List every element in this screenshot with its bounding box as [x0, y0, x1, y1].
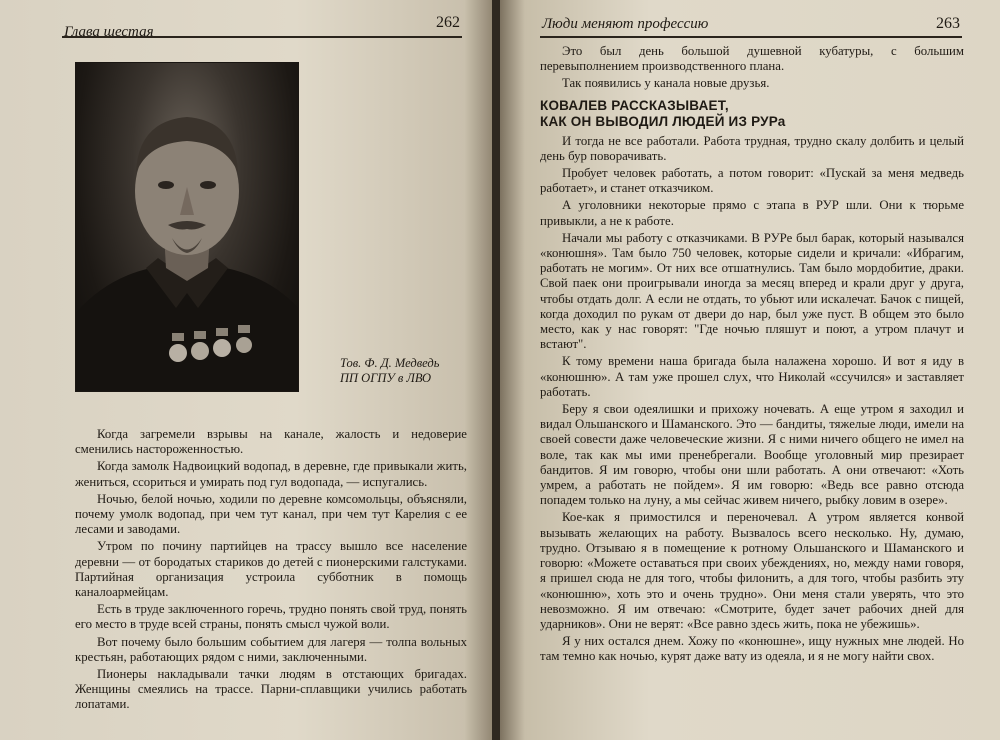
right-running-title: Люди меняют профессию — [542, 16, 709, 32]
left-paragraph: Утром по почину партийцев на трассу вышло все население деревни — от бородатых стариков до детей с пионерскими галстуками. Партийная организация устроила субботник в помощь каналоармейцам. — [75, 539, 467, 600]
right-paragraph: Это был день большой душевной кубатуры, с большим перевыполнением производственного плана. — [540, 44, 964, 74]
right-page-number: 263 — [936, 15, 960, 32]
section-heading-line2: КАК ОН ВЫВОДИЛ ЛЮДЕЙ ИЗ РУРа — [540, 113, 786, 129]
left-running-title: Глава шестая — [64, 24, 154, 40]
right-page — [500, 0, 1000, 740]
section-heading — [540, 98, 964, 130]
right-paragraph: Начали мы работу с отказчиками. В РУРе был барак, который назывался «конюшня». Там было 750 человек, которые сидели и кричали: «Ибрагим, работать не могим». От них все отшатнулись. Там было мордобитие, драки. Свой паек они проигрывали иногда за месяц вперед и крали друг у друга, чтобы отдать долг. А если не отдать, то убьют или искалечат. Бачок с пищей, когда доходил по рукам от двери до нар, был уже пуст. В общем это было место, как у нас говорят: "Где ночью пляшут и поют, а утром плачут и встают". — [540, 230, 964, 352]
right-paragraph: А уголовники некоторые прямо с этапа в РУР шли. Они к тюрьме привыкли, а не к работе. — [540, 198, 964, 228]
left-paragraph: Когда загремели взрывы на канале, жалость и недоверие сменились настороженностью. — [75, 427, 467, 457]
right-paragraph: Я у них остался днем. Хожу по «конюшне», ищу нужных мне людей. Но там темно как ночью, курят даже вату из одеяла, и я не могу найти свох. — [540, 634, 964, 664]
left-paragraph: Когда замолк Надвоицкий водопад, в деревне, где привыкали жить, жениться, ссориться и умирать под гул водопада, — испугались. — [75, 459, 467, 489]
photo-caption-line2: ПП ОГПУ в ЛВО — [340, 371, 431, 385]
right-paragraph: Беру я свои одеялишки и прихожу ночевать. А еще утром я заходил и видал Ольшанского и Шаманского. Это — бандиты, тяжелые люди, имели на своей совести даже человеческие жизни. Я с ними ничего общего не имел на воле, так как мы ими пренебрегали. Вообще уголовный мир презирает бандитов. Я им говорю, чтобы они шли работать. А они отвечают: «Хоть умрем, а работать не пойдем». Я им говорю: «Ведь все равно отсюда попадем только на луну, а мы сейчас живем ничего, рыбку ловим в озере». — [540, 402, 964, 508]
left-paragraph: Есть в труде заключенного горечь, трудно понять свой труд, понять его место в труде всей страны, понять смысл чужой воли. — [75, 602, 467, 632]
left-running-head — [62, 10, 462, 38]
left-page — [0, 0, 494, 740]
section-heading-line1: КОВАЛЕВ РАССКАЗЫВАЕТ, — [540, 97, 729, 113]
photo-caption — [340, 356, 470, 386]
right-paragraph: И тогда не все работали. Работа трудная, трудно скалу долбить и целый день бур поворачивать. — [540, 133, 964, 163]
right-paragraph: Пробует человек работать, а потом говорит: «Пускай за меня медведь работает», и станет отказчиком. — [540, 166, 964, 196]
right-paragraph: Так появились у канала новые друзья. — [562, 76, 770, 91]
right-running-head — [540, 10, 962, 38]
right-paragraph: К тому времени наша бригада была налажена хорошо. И вот я иду в «конюшню». А там уже прошел слух, что Николай «ссучился» и заставляет работать. — [540, 354, 964, 399]
left-paragraph: Пионеры накладывали тачки людям в отстающих бригадах. Женщины смеялись на трассе. Парни-сплавщики учились работать лопатами. — [75, 667, 467, 712]
right-paragraph: Кое-как я примостился и переночевал. А утром является конвой вызывать желающих на работу. Вызвалось всего несколько. Ну, думаю, трудно. Отзываю я в помещение к ротному Ольшанского и Шаманского и говорю: «Можете оставаться при своих убеждениях, но, между нами говоря, я пришел сюда не для того, чтобы филонить, а для того, чтобы разбить эту «конюшню», хоть это и очень трудно». Они меня стали уверять, что это невозможно. Я им отвечаю: «Смотрите, будет зачет рабочих дней для ударников». Они не верят: «Все равно здесь жить, пока не убежишь». — [540, 510, 964, 631]
left-page-number: 262 — [436, 14, 460, 31]
portrait-photo — [75, 62, 299, 392]
left-body-text — [75, 427, 467, 715]
left-paragraph: Ночью, белой ночью, ходили по деревне комсомольцы, объясняли, почему умолк водопад, при чем тут канал, при чем тут Карелия с ее лесами и заводами. — [75, 491, 467, 537]
left-paragraph: Вот почему было большим событием для лагеря — толпа вольных крестьян, работающих рядом с ними, заключенными. — [75, 634, 467, 664]
photo-caption-line1: Тов. Ф. Д. Медведь — [340, 356, 440, 370]
portrait-illustration — [76, 63, 298, 391]
right-body-text — [540, 44, 964, 667]
